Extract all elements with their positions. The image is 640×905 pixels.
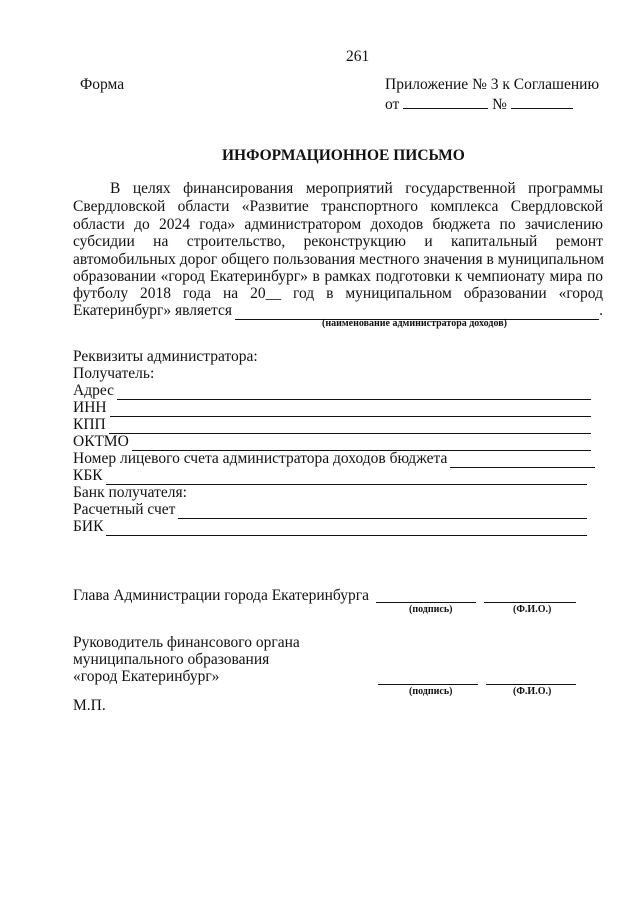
head-fio-caption: (Ф.И.О.)	[513, 604, 552, 615]
appendix-title: Приложение № 3 к Соглашению	[385, 76, 600, 93]
kbk-label: КБК	[73, 467, 103, 484]
body-line-4: субсидии на строительство, реконструкцию и капитальный ремонт	[73, 233, 603, 250]
account-label: Номер лицевого счета администратора доходов бюджета	[73, 450, 448, 467]
inn-row	[73, 399, 591, 417]
appendix-date-line	[385, 94, 573, 114]
settlement-row	[73, 501, 587, 519]
bik-row	[73, 518, 587, 536]
bik-field[interactable]	[106, 523, 587, 536]
head-signature-field[interactable]	[376, 602, 476, 603]
admin-name-caption: (наименование администратора доходов)	[322, 318, 507, 329]
fin-fio-caption: (Ф.И.О.)	[513, 686, 552, 697]
kpp-label: КПП	[73, 416, 106, 433]
fin-signature-field[interactable]	[378, 684, 478, 685]
oktmo-label: ОКТМО	[73, 433, 129, 450]
body-line-3: области до 2024 года» администратором доходов бюджета по зачислению	[73, 216, 603, 233]
appendix-from: от	[385, 96, 400, 113]
fin-head-line-3: «город Екатеринбург»	[73, 668, 220, 685]
fin-head-line-2: муниципального образования	[73, 651, 270, 668]
head-admin-label: Глава Администрации города Екатеринбурга	[73, 587, 369, 604]
account-row	[73, 450, 595, 468]
kbk-row	[73, 467, 587, 485]
requisites-heading: Реквизиты администратора:	[73, 348, 258, 365]
oktmo-row	[73, 433, 591, 451]
stamp-label: М.П.	[73, 697, 106, 714]
settlement-label: Расчетный счет	[73, 501, 176, 518]
body-line-2: Свердловской области «Развитие транспортного комплекса Свердловской	[73, 198, 603, 215]
body-line-7: футболу 2018 года на 20__ год в муниципальном образовании «город	[73, 285, 603, 302]
appendix-number: №	[492, 96, 507, 113]
recipient-label: Получатель:	[73, 365, 155, 382]
body-line-6: образовании «город Екатеринбург» в рамках подготовки к чемпионату мира по	[73, 268, 603, 285]
body-last-line-text: Екатеринбург» является	[73, 302, 232, 319]
fin-fio-field[interactable]	[486, 684, 576, 685]
body-last-line-dot: .	[599, 302, 603, 319]
head-signature-caption: (подпись)	[409, 604, 453, 615]
fin-head-line-1: Руководитель финансового органа	[73, 634, 300, 651]
body-line-5: автомобильных дорог общего пользования местного значения в муниципальном	[73, 251, 605, 268]
address-row	[73, 382, 591, 400]
form-label: Форма	[80, 76, 125, 93]
body-line-1: В целях финансирования мероприятий государственной программы	[110, 180, 603, 197]
head-fio-field[interactable]	[484, 602, 576, 603]
bank-label: Банк получателя:	[73, 484, 187, 501]
address-label: Адрес	[73, 382, 114, 399]
page-number: 261	[346, 48, 370, 65]
fin-signature-caption: (подпись)	[409, 686, 453, 697]
letter-title: ИНФОРМАЦИОННОЕ ПИСЬМО	[222, 147, 465, 164]
inn-label: ИНН	[73, 399, 107, 416]
kpp-row	[73, 416, 591, 434]
bik-label: БИК	[73, 518, 104, 535]
